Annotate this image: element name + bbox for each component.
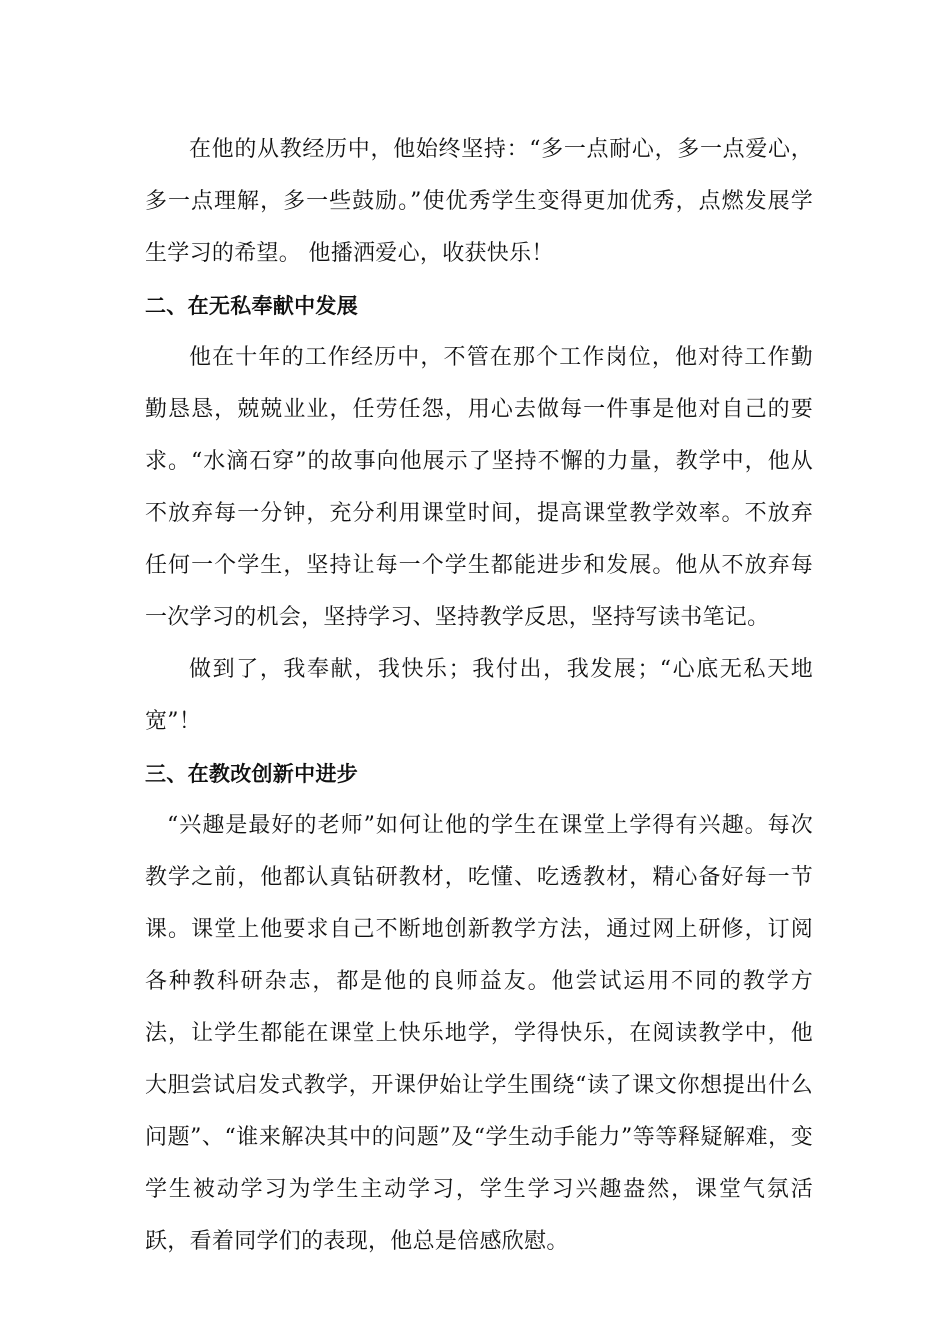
paragraph-persistence: 在他的从教经历中，他始终坚持：“多一点耐心，多一点爱心，多一点理解，多一些鼓励。”使优秀学生变得更加优秀，点燃发展学生学习的希望。 他播洒爱心，收获快乐！: [145, 137, 813, 266]
paragraph-dedication: 他在十年的工作经历中，不管在那个工作岗位，他对待工作勤勤恳恳，兢兢业业，任劳任怨，用心去做每一件事是他对自己的要求。“水滴石穿”的故事向他展示了坚持不懈的力量，教学中，他从不放弃每一分钟，充分利用课堂时间，提高课堂教学效率。不放弃任何一个学生，坚持让每一个学生都能进步和发展。他从不放弃每一次学习的机会，坚持学习、坚持教学反思，坚持写读书笔记。: [145, 345, 813, 630]
document-body: [145, 124, 813, 1268]
section-heading-innovation: 三、在教改创新中进步: [145, 762, 358, 786]
paragraph-motto: 做到了，我奉献，我快乐；我付出，我发展；“心底无私天地宽”！: [145, 657, 813, 734]
section-heading-dedication: 二、在无私奉献中发展: [145, 294, 358, 318]
paragraph-innovation: “兴趣是最好的老师”如何让他的学生在课堂上学得有兴趣。每次教学之前，他都认真钻研教材，吃懂、吃透教材，精心备好每一节课。课堂上他要求自己不断地创新教学方法，通过网上研修，订阅各种教科研杂志，都是他的良师益友。他尝试运用不同的教学方法，让学生都能在课堂上快乐地学，学得快乐，在阅读教学中，他大胆尝试启发式教学，开课伊始让学生围绕“读了课文你想提出什么问题”、“谁来解决其中的问题”及“学生动手能力”等等释疑解难，变学生被动学习为学生主动学习，学生学习兴趣盎然，课堂气氛活跃，看着同学们的表现，他总是倍感欣慰。: [145, 813, 813, 1254]
